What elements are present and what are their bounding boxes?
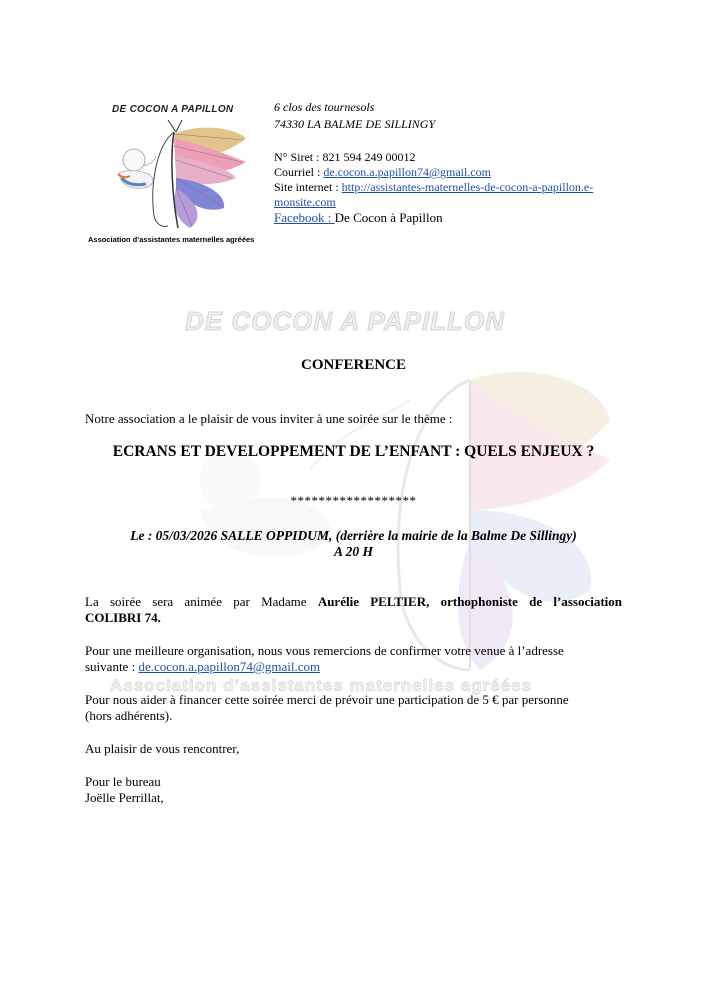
website-link-continued[interactable]: monsite.com bbox=[274, 195, 336, 209]
website-row-2 bbox=[274, 195, 336, 210]
letter-heading: CONFERENCE bbox=[300, 357, 406, 373]
address-line-1: 6 clos des tournesols bbox=[274, 100, 375, 114]
speaker-prefix: La soirée sera animée par Madame bbox=[85, 594, 318, 609]
intro-text: Notre association a le plaisir de vous inviter à une soirée sur le thème : bbox=[85, 411, 453, 426]
confirm-line-1: Pour une meilleure organisation, nous vous remercions de confirmer votre venue à l’adresse bbox=[85, 643, 564, 658]
signature-line-2: Joëlle Perrillat, bbox=[85, 790, 164, 805]
email-label: Courriel : bbox=[274, 165, 324, 179]
separator: ****************** bbox=[290, 493, 417, 508]
facebook-value: De Cocon à Papillon bbox=[334, 210, 443, 225]
facebook-row bbox=[274, 210, 443, 225]
siret: N° Siret : 821 594 249 00012 bbox=[274, 150, 416, 164]
logo-caption: Association d’assistantes maternelles agréées bbox=[88, 235, 255, 244]
theme-title: ECRANS ET DEVELOPPEMENT DE L’ENFANT : QUELS ENJEUX ? bbox=[112, 443, 595, 460]
closing-text: Au plaisir de vous rencontrer, bbox=[85, 741, 240, 756]
watermark-caption: Association d’assistantes maternelles agréées bbox=[110, 676, 533, 695]
watermark-title: DE COCON A PAPILLON bbox=[185, 306, 505, 336]
speaker-name: Aurélie PELTIER, orthophoniste de l’association bbox=[317, 594, 622, 609]
email-link[interactable]: de.cocon.a.papillon74@gmail.com bbox=[323, 165, 491, 179]
speaker-line-2: COLIBRI 74. bbox=[85, 610, 161, 625]
website-row bbox=[274, 180, 593, 195]
address-line-2: 74330 LA BALME DE SILLINGY bbox=[274, 117, 436, 131]
signature-line-1: Pour le bureau bbox=[85, 774, 161, 789]
email-row bbox=[274, 165, 491, 180]
confirm-line-2 bbox=[85, 659, 320, 675]
facebook-link[interactable]: Facebook : bbox=[274, 210, 335, 225]
fee-line-2: (hors adhérents). bbox=[85, 708, 173, 723]
event-details: Le : 05/03/2026 SALLE OPPIDUM, (derrière la mairie de la Balme De Sillingy) bbox=[130, 528, 577, 543]
butterfly-baby-icon bbox=[106, 116, 256, 231]
logo-title: DE COCON A PAPILLON bbox=[112, 104, 234, 115]
logo bbox=[88, 100, 263, 250]
confirm-email-link[interactable]: de.cocon.a.papillon74@gmail.com bbox=[138, 659, 321, 674]
confirm-prefix: suivante : bbox=[85, 659, 139, 674]
speaker-line-1 bbox=[85, 594, 622, 610]
website-link[interactable]: http://assistantes-maternelles-de-cocon-a-papillon.e- bbox=[341, 180, 594, 194]
website-label: Site internet : bbox=[274, 180, 342, 194]
watermark-butterfly-icon bbox=[170, 340, 630, 680]
fee-line-1: Pour nous aider à financer cette soirée merci de prévoir une participation de 5 € par personne bbox=[85, 692, 569, 707]
event-time: A 20 H bbox=[333, 544, 373, 559]
